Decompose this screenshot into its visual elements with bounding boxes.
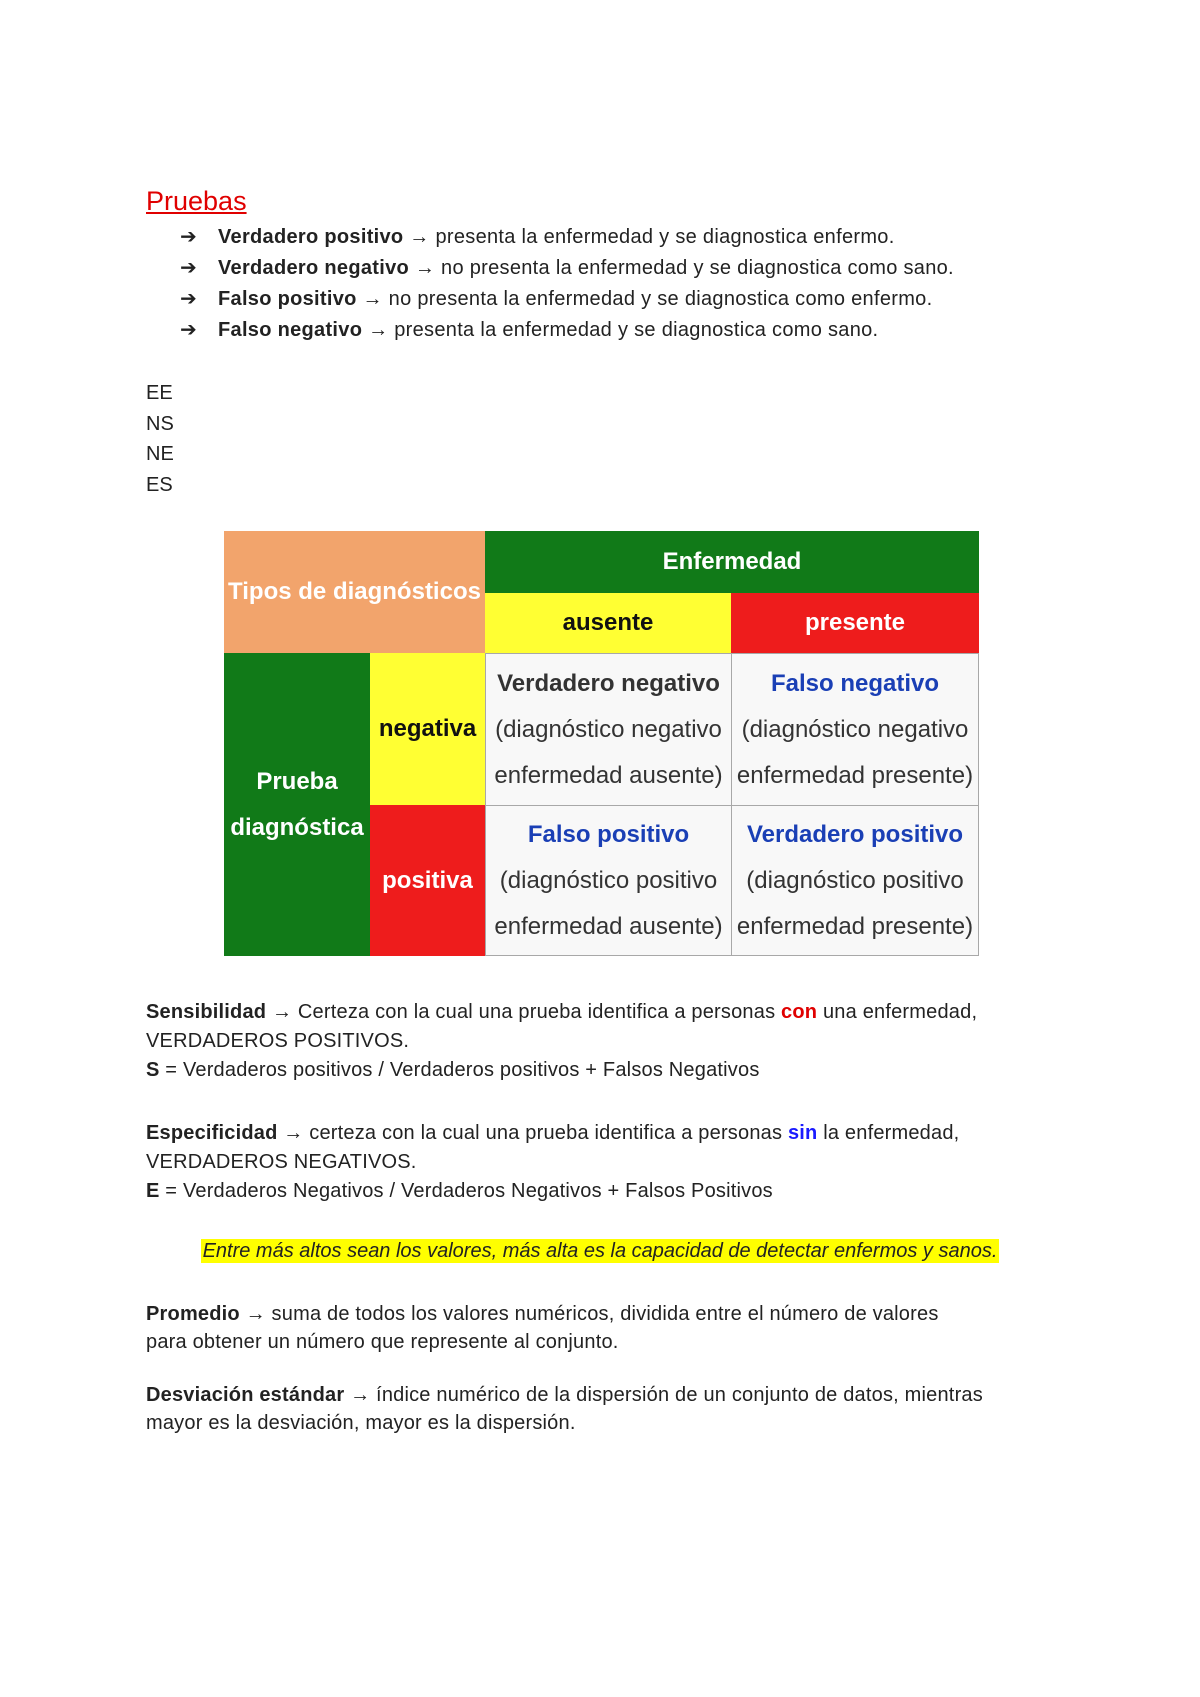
cell-line: (diagnóstico positivo (746, 866, 964, 894)
paragraph-text: mayor es la desviación, mayor es la dispersión. (146, 1412, 576, 1434)
arrow-icon: ➔ (180, 288, 198, 310)
bullet-term: Falso negativo (218, 319, 363, 341)
section-title: Pruebas (146, 186, 247, 216)
list-item (180, 286, 954, 317)
highlight-note (0, 1240, 1200, 1263)
arrow-icon: ➔ (180, 226, 198, 248)
highlighted-text: Entre más altos sean los valores, más alta es la capacidad de detectar enfermos y sanos. (202, 1240, 998, 1262)
formula-variable: S (146, 1059, 160, 1081)
cell-title: Falso negativo (770, 669, 940, 697)
table-header-tipos: Tipos de diagnósticos (224, 531, 485, 653)
paragraph-text: → suma de todos los valores numéricos, dividida entre el número de valores (239, 1303, 939, 1325)
emphasis-text: sin (787, 1122, 818, 1144)
abbreviation-item: NE (146, 443, 174, 465)
cell-falso-positivo (485, 805, 732, 956)
bullet-text: → presenta la enfermedad y se diagnostica enfermo. (403, 226, 895, 248)
prueba-line: diagnóstica (230, 813, 364, 841)
especificidad-paragraph (146, 1119, 1086, 1206)
cell-line: enfermedad presente) (736, 912, 974, 940)
bullet-term: Verdadero negativo (218, 257, 410, 279)
list-item (180, 224, 954, 255)
diagnostic-table (224, 531, 979, 956)
cell-line: (diagnóstico negativo (495, 715, 722, 743)
bullet-text: → no presenta la enfermedad y se diagnostica como enfermo. (356, 288, 933, 310)
paragraph-text: → índice numérico de la dispersión de un conjunto de datos, mientras (344, 1384, 983, 1406)
cell-line: (diagnóstico negativo (741, 715, 969, 743)
abbreviation-item: NS (146, 412, 174, 435)
table-header-enfermedad: Enfermedad (485, 531, 979, 593)
abbreviation-list (146, 378, 174, 500)
paragraph-text: → Certeza con la cual una prueba identifica a personas (266, 1001, 782, 1023)
bullet-term: Verdadero positivo (218, 226, 404, 248)
table-header-positiva: positiva (370, 805, 485, 956)
list-item (180, 317, 954, 348)
formula-variable: E (146, 1180, 160, 1202)
bullet-text: → presenta la enfermedad y se diagnostica como sano. (362, 319, 879, 341)
cell-verdadero-positivo (731, 805, 979, 956)
cell-title: Falso positivo (527, 820, 690, 848)
term: Especificidad (146, 1122, 278, 1144)
formula-text: = Verdaderos positivos / Verdaderos positivos + Falsos Negativos (159, 1059, 760, 1081)
table-header-prueba (224, 653, 370, 956)
term: Promedio (146, 1303, 240, 1325)
desviacion-paragraph (146, 1381, 1086, 1437)
sensibilidad-paragraph (146, 998, 1086, 1085)
paragraph-text: para obtener un número que represente al conjunto. (146, 1331, 619, 1353)
paragraph-text: VERDADEROS POSITIVOS. (146, 1030, 410, 1052)
term: Sensibilidad (146, 1001, 267, 1023)
abbreviation-item: ES (146, 473, 173, 496)
list-item (180, 255, 954, 286)
emphasis-text: con (781, 1001, 818, 1023)
paragraph-text: VERDADEROS NEGATIVOS. (146, 1151, 417, 1173)
cell-line: enfermedad ausente) (494, 761, 723, 789)
formula-text: = Verdaderos Negativos / Verdaderos Negativos + Falsos Positivos (159, 1180, 773, 1202)
cell-title: Verdadero positivo (746, 820, 964, 848)
cell-line: (diagnóstico positivo (499, 866, 718, 894)
prueba-line: Prueba (256, 767, 338, 795)
table-header-negativa: negativa (370, 653, 485, 805)
paragraph-text: → certeza con la cual una prueba identifica a personas (277, 1122, 788, 1144)
cell-title: Verdadero negativo (497, 669, 720, 697)
arrow-icon: ➔ (180, 319, 198, 341)
cell-falso-negativo (731, 653, 979, 806)
bullet-text: → no presenta la enfermedad y se diagnostica como sano. (409, 257, 954, 279)
cell-verdadero-negativo (485, 653, 732, 806)
arrow-icon: ➔ (180, 257, 198, 279)
bullet-term: Falso positivo (218, 288, 357, 310)
bullet-list (180, 224, 954, 348)
table-header-presente: presente (731, 593, 979, 653)
cell-line: enfermedad ausente) (494, 912, 723, 940)
promedio-paragraph (146, 1300, 1086, 1356)
paragraph-text: la enfermedad, (817, 1122, 960, 1144)
cell-line: enfermedad presente) (736, 761, 974, 789)
table-header-ausente: ausente (485, 593, 731, 653)
paragraph-text: una enfermedad, (817, 1001, 978, 1023)
abbreviation-item: EE (146, 382, 173, 404)
term: Desviación estándar (146, 1384, 345, 1406)
